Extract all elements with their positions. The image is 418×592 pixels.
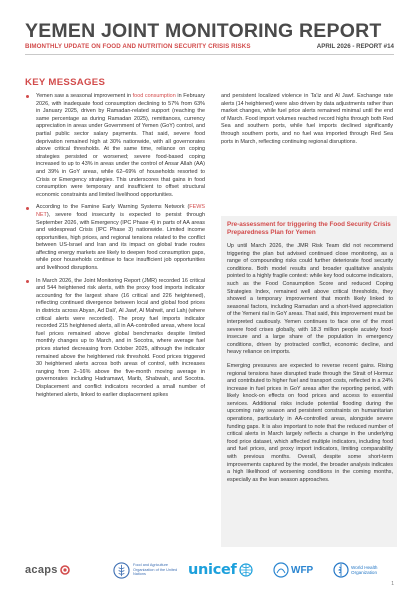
who-wordmark: World Health Organization [351,564,378,575]
unicef-globe-icon [239,563,253,577]
acaps-wordmark: acaps [25,564,58,576]
page-number: 1 [391,581,394,587]
wfp-wordmark: WFP [291,564,314,576]
key-messages-heading: KEY MESSAGES [25,77,106,88]
pre-assessment-box [221,216,397,547]
key-messages-column [25,93,205,404]
header-divider [25,54,394,55]
who-logo [333,560,397,580]
report-issue: APRIL 2026 - REPORT #14 [316,43,394,50]
pre-assessment-body [227,243,393,490]
report-title: YEMEN JOINT MONITORING REPORT [25,20,382,42]
pre-assessment-paragraph-2: Emerging pressures are expected to reverse recent gains. Rising regional tensions have disrupted trade through the Strait of Hormuz and contributed to higher fuel and transport costs, reflected in a 24% increase in fuel prices in GoY areas after the reporting period, with likely knock-on effects on food prices and access to essential services. Additional risks include potential flooding during the upcoming rainy season and persistent constraints on humanitarian operations, particularly in AA-controlled areas, alongside severe funding gaps. It is also important to note that the reduced number of critical alerts in March largely reflects a change in the underlying food price dataset, which affected multiple indicators, including food and fuel prices, and proxy import indicators, limiting comparability with previous months. Overall, despite some short-term improvements captured by the model, the broader analysis indicates a high likelihood of worsening conditions in the coming months, especially as the lean season approaches. [227,362,393,483]
acaps-logo [25,560,70,580]
unicef-logo [188,560,253,580]
report-subtitle: BIMONTHLY UPDATE ON FOOD AND NUTRITION SECURITY CRISIS RISKS [25,43,251,50]
who-emblem-icon [333,562,349,578]
key-message-2 [25,204,205,272]
food-consumption-link[interactable]: food consumption [132,93,176,99]
wfp-logo [273,560,313,580]
key-message-1-text-cont: in February 2026, with inadequate food consumption declining to 57% from 63% in January 2025, driven by Ramadan-related support (reaching the same percentage as during Ramadan 2025), remittances, currency appreciation in areas under Government of Yemen (GoY) control, and partial public sector salary payments. That said, severe food deprivation remained high at 30% nationwide, with all governorates above critical thresholds. At the same time, reliance on coping strategies persisted or worsened; severe food-based coping increased to up to 43% in areas under the control of Ansar Allah (AA) and 39% in GoY areas, while 62–69% of households resorted to Crisis or Emergency strategies. This underscores that gains in food consumption were temporary and insufficient to offset structural economic constraints and limited livelihood opportunities. [36,93,205,198]
wfp-emblem-icon [273,562,289,578]
key-message-1-text: Yemen saw a seasonal improvement in [36,93,133,99]
fao-logo [113,560,179,580]
continuation-paragraph: and persistent localized violence in Ta'iz and Al Jawf. Exchange rate alerts (14 heightened) were also driven by data adjustments rather than market changes, while fuel price alerts remained minimal until the end of March. Food import volumes reached record highs through both Red Sea and southern ports, while fuel imports declined significantly through southern ports, and no fuel was imported through Red Sea ports in March, reflecting continuing regional disruptions. [221,93,393,145]
key-message-3 [25,278,205,400]
unicef-wordmark: unicef [188,562,237,578]
key-message-2-text-cont: ), severe food insecurity is expected to persist through September 2026, with Emergency (IPC Phase 4) in parts of AA areas and widespread Crisis (IPC Phase 3) nationwide. Limited income opportunities, high prices, and regional tensions related to the conflict between US-Israel and Iran and its impact on global trade routes affecting energy markets are likely to deepen food consumption gaps, while poor households continue to face insufficient job opportunities and livelihood disruptions. [36,211,205,272]
fao-emblem-icon [113,562,130,579]
acaps-mark-icon [60,565,70,575]
bullet-dot [26,207,29,210]
key-message-3-text: In March 2026, the Joint Monitoring Report (JMR) recorded 16 critical and 544 heightened risk alerts, with the proxy food imports indicator accounting for the largest share (16 critical and 226 heightened), reflecting continued divergence between local and global food prices in districts across Abyan, Ad Dali', Al Jawf, Al Mahwit, and Lahj (where critical alerts were recorded). The proxy fuel imports indicator recorded 215 heightened alerts, all in AA-controlled areas, where local fuel prices remained above global benchmarks despite limited monthly changes up to March, and in Socotra, where average fuel prices started decreasing from October 2025, although the indicator remained above the heightened risk threshold. Food prices triggered 30 heightened alerts across both areas of control, with increases ranging from 2–16% above the five-month moving average in governorates including Hadramawt, Marib, Shabwah, and Socotra. Displacement and conflict indicators recorded a small number of heightened alerts, linked to earlier displacement spikes [36,277,205,398]
key-message-2-text: According to the Famine Early Warning Systems Network ( [36,204,190,211]
fews-net-link[interactable]: FEWS NET [36,204,205,218]
pre-assessment-paragraph-1: Up until March 2026, the JMR Risk Team did not recommend triggering the plan but advised continued close monitoring, as a range of compounding risks could further deteriorate food security conditions. Both model results and broader qualitative analysis pointed to a highly fragile context: while key food outcome indicators, such as the Food Consumption Score and reduced Coping Strategies Index, remained well above critical thresholds, they showed a temporary improvement that month likely linked to seasonal factors, including Ramadan and a short-lived appreciation of the Yemeni rial in GoY areas. That said, this improvement must be interpreted cautiously. Yemen continues to face one of the most severe food crises globally, with 18.3 million people acutely food-insecure and a large share of the population in emergency conditions, driven by protracted conflict, economic decline, and heavy reliance on imports. [227,243,393,356]
bullet-dot [26,280,29,283]
fao-wordmark: Food and Agriculture Organization of the United Nations [133,563,178,577]
bullet-dot [26,95,29,98]
pre-assessment-title: Pre-assessment for triggering the Food Security Crisis Preparedness Plan for Yemen [227,221,391,237]
key-message-1 [25,93,205,199]
partner-logos [25,560,395,580]
